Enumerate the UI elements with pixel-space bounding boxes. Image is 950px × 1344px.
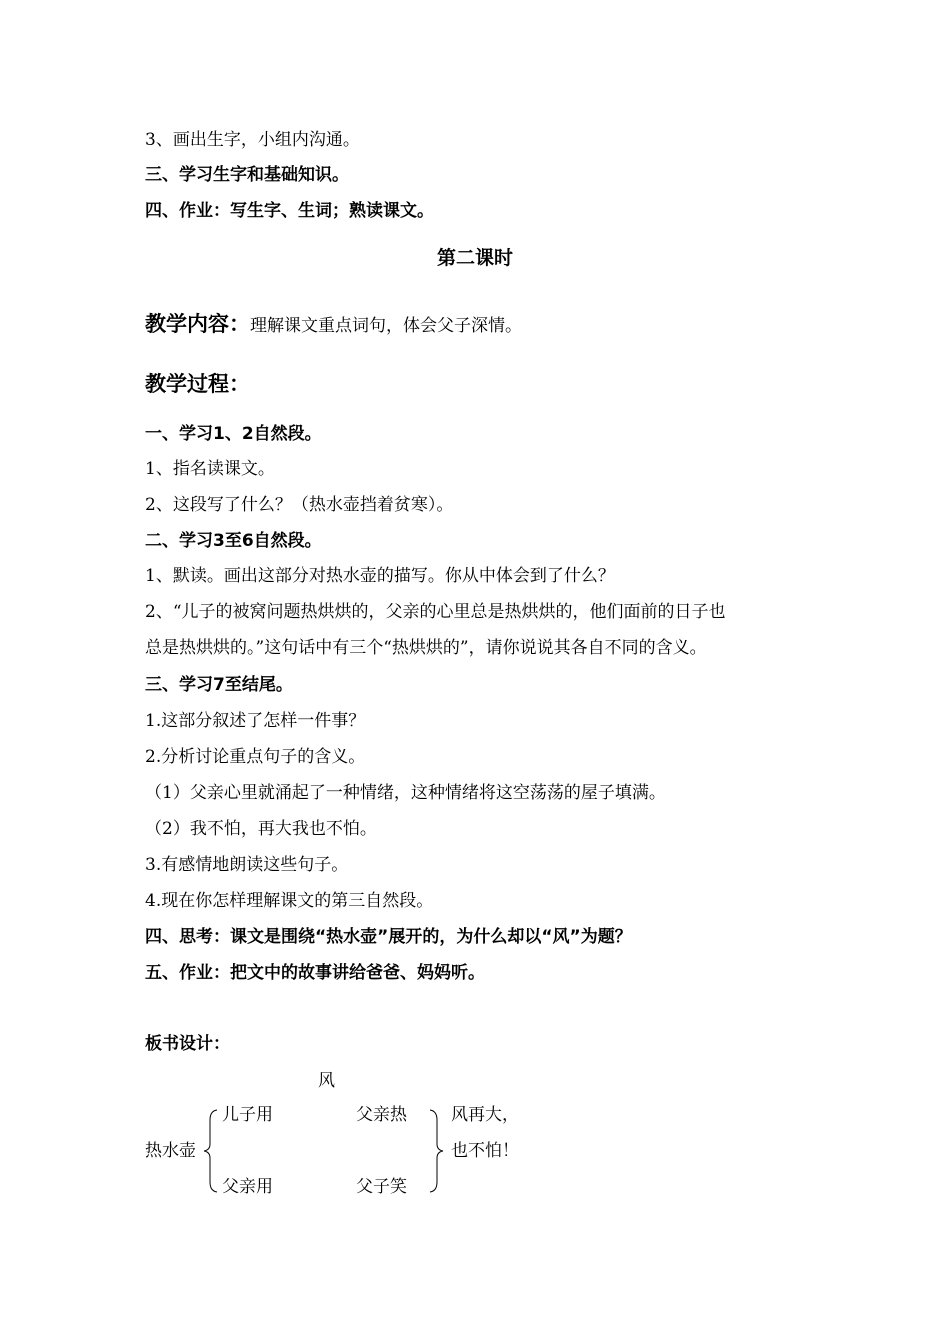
sec3-line-6: 4.现在你怎样理解课文的第三自然段。 [145, 891, 434, 911]
board-left-kettle: 热水壶 [145, 1141, 196, 1161]
teaching-content-label: 教学内容： [145, 312, 250, 336]
sec3-line-4: （2）我不怕，再大我也不怕。 [145, 819, 377, 839]
sec2-line-1: 1、默读。画出这部分对热水壶的描写。你从中体会到了什么？ [145, 566, 615, 586]
sec3-line-2: 2.分析讨论重点句子的含义。 [145, 747, 366, 767]
board-right-line-2: 也不怕！ [451, 1141, 519, 1161]
teaching-process-label: 教学过程： [145, 372, 250, 396]
step-3: 3、画出生字，小组内沟通。 [145, 130, 360, 150]
sec4-heading: 四、思考：课文是围绕“热水壶”展开的，为什么却以“风”为题？ [145, 927, 632, 947]
teaching-content-text: 理解课文重点词句，体会父子深情。 [250, 316, 522, 336]
teaching-content [145, 310, 825, 340]
sec1-line-1: 1、指名读课文。 [145, 459, 275, 479]
sec3-title: 三、学习7至结尾。 [145, 675, 293, 695]
board-lower-left: 父亲用 [222, 1177, 273, 1197]
sec2-line-2b: 总是热烘烘的。”这句话中有三个“热烘烘的”，请你说说其各自不同的含义。 [145, 638, 707, 658]
sec3-line-3: （1）父亲心里就涌起了一种情绪，这种情绪将这空荡荡的屋子填满。 [145, 783, 666, 803]
sec1-title: 一、学习1、2自然段。 [145, 424, 322, 444]
board-upper-left: 儿子用 [222, 1105, 273, 1125]
board-lower-right: 父子笑 [356, 1177, 407, 1197]
board-upper-right: 父亲热 [356, 1105, 407, 1125]
board-left-brace-icon [203, 1108, 219, 1194]
sec2-title: 二、学习3至6自然段。 [145, 531, 322, 551]
board-design-label: 板书设计： [145, 1034, 230, 1054]
board-top-wind: 风 [318, 1071, 335, 1091]
sec3-line-1: 1.这部分叙述了怎样一件事？ [145, 711, 366, 731]
lesson-2-title: 第二课时 [436, 247, 513, 269]
board-right-brace-icon [428, 1108, 444, 1194]
sec1-line-2: 2、这段写了什么？（热水壶挡着贫寒）。 [145, 495, 454, 515]
sec2-line-2a: 2、“儿子的被窝问题热烘烘的，父亲的心里总是热烘烘的，他们面前的日子也 [145, 602, 726, 622]
section-4-heading: 四、作业：写生字、生词；熟读课文。 [145, 201, 434, 221]
board-right-line-1: 风再大， [451, 1105, 519, 1125]
sec5-heading: 五、作业：把文中的故事讲给爸爸、妈妈听。 [145, 963, 485, 983]
sec3-line-5: 3.有感情地朗读这些句子。 [145, 855, 349, 875]
section-3-heading: 三、学习生字和基础知识。 [145, 165, 349, 185]
